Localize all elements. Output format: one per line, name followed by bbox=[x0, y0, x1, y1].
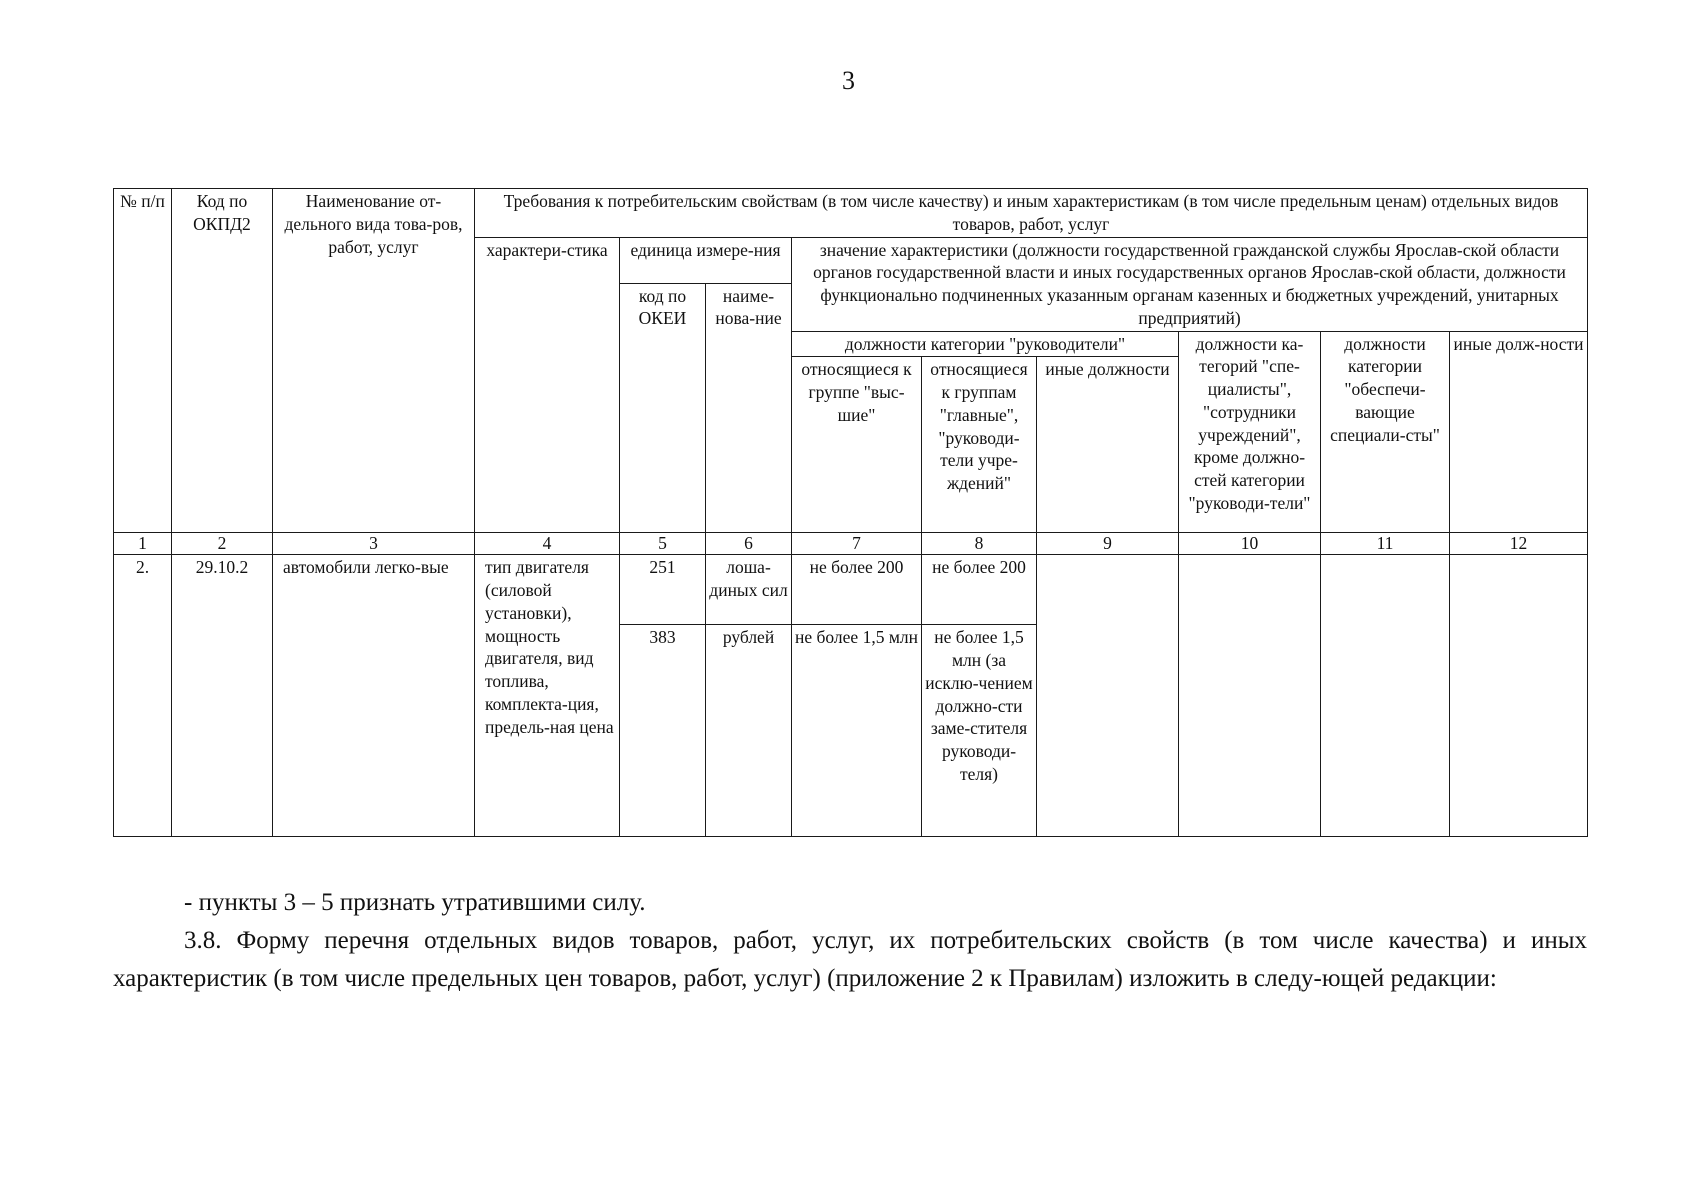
row-unit-name: рублей bbox=[706, 625, 792, 837]
row-okei-code: 251 bbox=[620, 555, 706, 625]
paragraph: - пункты 3 – 5 признать утратившими силу. bbox=[184, 889, 646, 916]
column-number: 12 bbox=[1450, 533, 1588, 555]
header-support-specialists: должности категории "обеспечи-вающие специали-сты" bbox=[1321, 331, 1450, 533]
row-value-specialists bbox=[1179, 555, 1321, 837]
row-value-main: не более 1,5 млн (за исклю-чением должно-сти заме-стителя руководи-теля) bbox=[922, 625, 1037, 837]
column-numbers-row bbox=[114, 533, 1588, 555]
row-value-other-positions bbox=[1037, 555, 1179, 837]
header-characteristic: характери-стика bbox=[475, 237, 620, 533]
column-number: 11 bbox=[1321, 533, 1450, 555]
row-value-highest: не более 1,5 млн bbox=[792, 625, 922, 837]
row-value-other-positions-2 bbox=[1450, 555, 1588, 837]
header-other-positions: иные должности bbox=[1037, 357, 1179, 533]
column-number: 2 bbox=[172, 533, 273, 555]
header-unit-name: наиме-нова-ние bbox=[706, 283, 792, 533]
requirements-table-container bbox=[113, 188, 1587, 837]
row-num: 2. bbox=[114, 555, 172, 837]
table-row bbox=[114, 555, 1588, 625]
paragraph: 3.8. Форму перечня отдельных видов товаров, работ, услуг, их потребительских свойств (в том числе качества) и иных характеристик (в том числе предельных цен товаров, работ, услуг) (приложение 2 к Правилам) изложить в следу-ющей редакции: bbox=[113, 927, 1587, 992]
column-number: 1 bbox=[114, 533, 172, 555]
row-value-support-specialists bbox=[1321, 555, 1450, 837]
header-group-main: относящиеся к группам "главные", "руководи-тели учре-ждений" bbox=[922, 357, 1037, 533]
header-specialists: должности ка-тегорий "спе-циалисты", "сотрудники учреждений", кроме должно-стей категории "руководи-тели" bbox=[1179, 331, 1321, 533]
column-number: 6 bbox=[706, 533, 792, 555]
page-number: 3 bbox=[842, 66, 855, 95]
column-number: 8 bbox=[922, 533, 1037, 555]
row-value-highest: не более 200 bbox=[792, 555, 922, 625]
header-group-highest: относящиеся к группе "выс-шие" bbox=[792, 357, 922, 533]
requirements-table bbox=[113, 188, 1588, 837]
header-num: № п/п bbox=[114, 189, 172, 533]
header-code: Код по ОКПД2 bbox=[172, 189, 273, 533]
header-other-positions-2: иные долж-ности bbox=[1450, 331, 1588, 533]
row-code: 29.10.2 bbox=[172, 555, 273, 837]
header-value: значение характеристики (должности государственной гражданской службы Ярослав-ской области органов государственной власти и иных государственных органов Ярослав-ской области, должности функционально подчиненных указанным органам казенных и бюджетных учреждений, унитарных предприятий) bbox=[792, 237, 1588, 331]
row-value-main: не более 200 bbox=[922, 555, 1037, 625]
column-number: 9 bbox=[1037, 533, 1179, 555]
row-name: автомобили легко-вые bbox=[273, 555, 475, 837]
header-okei-code: код по ОКЕИ bbox=[620, 283, 706, 533]
row-okei-code: 383 bbox=[620, 625, 706, 837]
column-number: 7 bbox=[792, 533, 922, 555]
column-number: 5 bbox=[620, 533, 706, 555]
header-managers: должности категории "руководители" bbox=[792, 331, 1179, 357]
header-name: Наименование от-дельного вида това-ров, работ, услуг bbox=[273, 189, 475, 533]
column-number: 4 bbox=[475, 533, 620, 555]
header-unit: единица измере-ния bbox=[620, 237, 792, 283]
column-number: 3 bbox=[273, 533, 475, 555]
column-number: 10 bbox=[1179, 533, 1321, 555]
header-requirements: Требования к потребительским свойствам (в том числе качеству) и иным характеристикам (в том числе предельным ценам) отдельных видов товаров, работ, услуг bbox=[475, 189, 1588, 238]
row-unit-name: лоша-диных сил bbox=[706, 555, 792, 625]
body-text bbox=[113, 884, 1587, 998]
row-characteristic: тип двигателя (силовой установки), мощность двигателя, вид топлива, комплекта-ция, предель-ная цена bbox=[475, 555, 620, 837]
